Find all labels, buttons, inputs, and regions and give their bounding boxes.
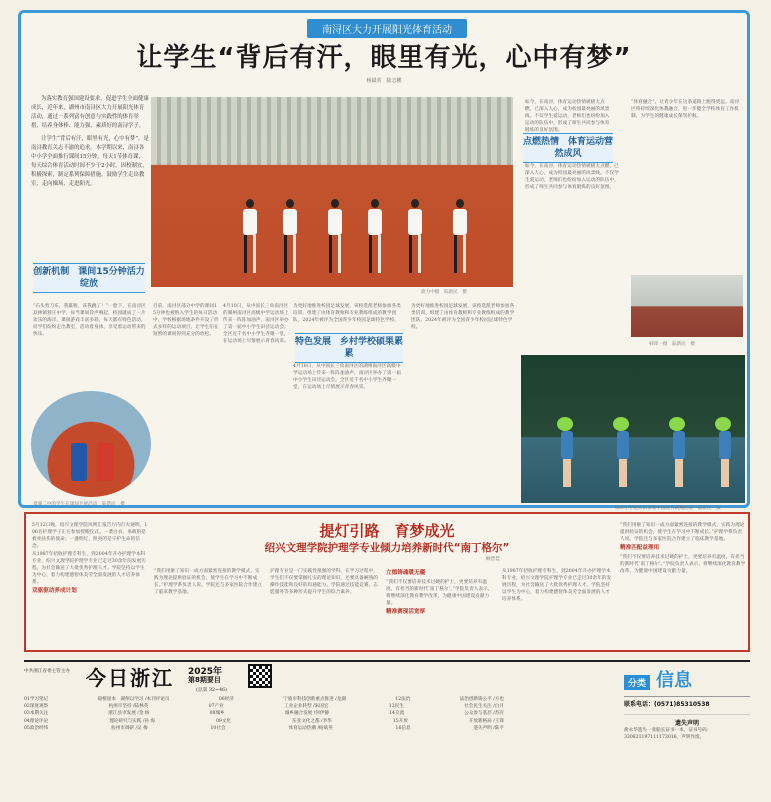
contents-index [24, 696, 504, 732]
issue-year: 2025年 [188, 667, 223, 677]
section-subhead: 点燃热情 体育运动营然成风 [523, 133, 613, 163]
runner-figure [281, 199, 299, 273]
text-column: 护理专业是一门实践性很强的学科。在学习过程中，学生们不仅要掌握扎实的理论知识，还要具备娴熟的操作技能和良好的沟通能力。学院通过技能竞赛、志愿服务等多种形式提升学生的综合素养。 [270, 569, 378, 595]
index-row: 05政治经纬 杭州市调研 /吴 梅 10社会 体育运动热潮 /杨斌英 16信息 遗失声明 /陈平 [24, 725, 504, 731]
runner-figure [451, 199, 469, 273]
runner-figure [326, 199, 344, 273]
text-column: 为更好地推进校园足球发展，该校选派老师参加各类培训，组建了由体育教师和专业教练组成的教学团队，2024年被评为全国青少年校园足球特色学校。 [411, 304, 515, 330]
section-subhead: 特色发展 乡村学校硕果累累 [295, 333, 403, 363]
section-subhead: 精准赛现活宽厚 [386, 609, 426, 615]
text-column: “我们用躯了知识一成方面紧密连接的教学模式，实践为理论提供验证的机会，使学生在学习中不断成长。”护理学系负责人说。学院还与多家医院合作建立了临床教学基地。 [154, 569, 263, 595]
paragraph: “我们不仅要培养技术过硬的护士，更要培养有温度、有担当的新时代‘南丁格尔’。”学院负责人表示，将继续深化教育教学改革，为健康中国建设贡献力量。 [386, 580, 493, 606]
contact-phone: 联系电话：(0571)85310538 [624, 696, 750, 708]
article-subtitle: 绍兴文理学院护理学专业倾力培养新时代“南丁格尔” [264, 542, 510, 554]
runner-figure [241, 199, 259, 273]
text-column: 4月10日，从中国长三角南浔区的湖州南浔区高级中学运动场上传来一阵阵加油声，南浔区举办了第一届中小学生田径运动会。全区近千名中小学生齐聚一堂，在运动场上尽情展示青春风采。 [223, 304, 289, 344]
lede-paragraph: 让学生“背后有汗，眼里有光，心中有梦”，是南浔教育关志不渝的追求。本学期以来，南浔各中小学全面推行课间15分钟，每天1节体育课，每天综合体育活动时间不少于2小时，因校制宜，积极探索，制定系列保障措施，鼓励学生走出教室，走向操场，走进阳光。 [31, 136, 149, 187]
qr-code-icon[interactable] [248, 664, 272, 688]
index-row: 03本期关注 浙江县市发展 /金 杨 08城乡 城乡融合发展 /何伊静 14交流 公众参与基层 /苏有 [24, 711, 504, 717]
info-heading: 信息 [656, 670, 693, 691]
paragraph: “我们不仅要培养技术过硬的护士，更要培养有温度、有担当的新时代‘南丁格尔’。”学院负责人表示，将继续深化教育教学改革，为健康中国建设贡献力量。 [620, 555, 746, 574]
notice-text: 俞永华遗失一张船长证书一本，证书号码：330821197111173016，声明作废。 [624, 728, 712, 740]
article-byline: 顾晋佳 [486, 557, 500, 562]
index-row: 01学习笔记 稳根固本 湖州以学习 /本刊评论员 06经济 宁波市科技创新重点推进 /龙湖 12法治 法治创新铸公平 /方也 [24, 697, 504, 702]
photo-caption: 练市小学花样队参加中国花样跳绳比赛 陆新民 摄 [615, 506, 721, 511]
feature-article [18, 10, 750, 511]
paragraph: 从1987年招收护理专科生，到2004年开办护理学本科专业，绍兴文理学院护理学专业已走过30余年的发展历程，为社会输送了大批优秀护理人才。学院坚持以学生为中心，着力构建德智体美劳全面发展的人才培养体系。 [32, 552, 147, 585]
classified-box [624, 666, 750, 741]
text-column: 为更好地推进校园足球发展，该校选派老师参加各类培训，组建了由体育教师和专业教练组成的教学团队，2024年被评为全国青少年校园足球特色学校。 [293, 304, 401, 323]
photo-caption: 俞力中摄 陆新民 摄 [421, 290, 467, 295]
child-figure [97, 443, 113, 481]
kids-playing-photo [31, 391, 151, 497]
page-footer [24, 660, 750, 798]
notice-title: 遗失声明 [624, 714, 750, 727]
article-lede [31, 95, 149, 193]
issue-number: 第8期要目 [188, 676, 221, 684]
track-race-photo [151, 97, 513, 287]
text-column: 从1987年招收护理专科生，到2004年开办护理学本科专业，绍兴文理学院护理学专业已走过30余年的发展历程，为社会输送了大批优秀护理人才。学院坚持以学生为中心，着力构建德智体美劳全面发展的人才培养体系。 [502, 569, 612, 602]
runner-figure [366, 199, 384, 273]
text-column: 目前，南浔区部分中学的课间15分钟也被纳入学生的每日活动中，学校根据场地条件开设了形式多样的运动项目，让学生们在短暂的课间得到充分的放松。 [153, 304, 219, 337]
paragraph: 5月12日晚，绍兴文理学院风则汇报告厅内灯火通明，106名护理学子正在参加授帽仪式。一袭白衣，承载的是救死扶伤的使命；一盏明灯，照亮的是守护生命的信念。 [32, 523, 148, 549]
magazine-logo: 今日浙江 [86, 666, 174, 690]
nursing-article [24, 512, 750, 652]
photo-caption: 韩锋一摄 陆新民 摄 [649, 342, 695, 347]
section-subhead: 创新机制 课间15分钟活力绽放 [33, 263, 145, 293]
publisher-note: 中共浙江省委主管主办 [24, 669, 70, 674]
students-activity-photo [631, 275, 743, 337]
lede-paragraph: 为落实教育强国建设要求，促进学生全面健康成长，近年来，湖州市南浔区大力开展阳光体育活动，通过一系列富有创意与实践性的体育举措，培养身体棒、能力强、素质好的南浔学子。 [31, 96, 149, 129]
runner-figure [406, 199, 424, 273]
article-kicker: 南浔区大力开展阳光体育活动 [307, 19, 467, 38]
classified-label: 分类 [624, 675, 650, 690]
issue-pages: (总第 32~46) [196, 688, 228, 693]
text-column: “石头剪刀布，我赢啦，该我跳了！”一脸下，在南浔区双林镇蓉庄中学，每当课间铃声响起，校园就成了一片欢乐的海洋。课间游戏丰富多彩，每天都有特色活动，同学们纷纷走出教室，活动着身体，享受着运动带来的快乐。 [33, 304, 146, 337]
text-column: 4月10日，从中国长三角南浔区的湖州南浔区高级中学运动场上传来一阵阵加油声，南浔区举办了第一届中小学生田径运动会。全区近千名中小学生齐聚一堂，在运动场上尽情展示青春风采。 [293, 364, 401, 390]
text-column: 如今，在南浔，体育运动热情被极大点燃，已深入人心，成为校园最亮丽的风景线。不仅学生爱运动，老师们也纷纷加入运动的队伍中，形成了师生共同参与体育锻炼的良好氛围。 [525, 164, 619, 190]
text-column [386, 568, 496, 650]
text-column [620, 522, 746, 650]
index-row: 04理论评论 理论研究与实践 /孙 海 09文化 东亚文化之都 /李华 15开放 开放新格局 /王锋 [24, 718, 504, 724]
text-column [32, 522, 148, 650]
text-column: 如今，在南浔，体育运动热情被极大点燃，已深入人心，成为校园最亮丽的风景线。不仅学生爱运动，老师们也纷纷加入运动的队伍中，形成了师生共同参与体育锻炼的良好氛围。 [525, 100, 610, 133]
photo-stands [151, 97, 513, 165]
paragraph: “我们用躯了知识一成方面紧密连接的教学模式，实践为理论提供验证的机会，使学生在学习中不断成长。”护理学系负责人说。学院还与多家医院合作建立了临床教学基地。 [620, 523, 745, 542]
index-row: 02深度观察 杭州市坚持 /陆林英 07产业 工业企业转型 /朱国宏 13民生 社会民生关注 /白月 [24, 704, 504, 710]
article-byline: 杨斌英 陆志鹏 [366, 78, 402, 84]
text-column: “体育融合”，让青少年在这条道路上跑得更远。南浔区将持续深化体教融合，进一步健全学校体育工作机制，为学生的健康成长保驾护航。 [631, 100, 740, 119]
child-figure [71, 443, 87, 481]
article-headline: 提灯引路 育梦成光 [319, 522, 455, 540]
photo-caption: 菱湖二中的学生在课间开展活动 陆新民 摄 [33, 502, 125, 507]
section-subhead: 精准匹配益理用 [620, 545, 660, 551]
cheer-dance-photo [521, 355, 745, 503]
section-subhead: 立德铸魂暖无疆 [386, 570, 426, 576]
article-headline: 让学生“背后有汗，眼里有光，心中有梦” [136, 43, 632, 73]
section-subhead: 双驱驱动养成计划 [32, 588, 77, 594]
